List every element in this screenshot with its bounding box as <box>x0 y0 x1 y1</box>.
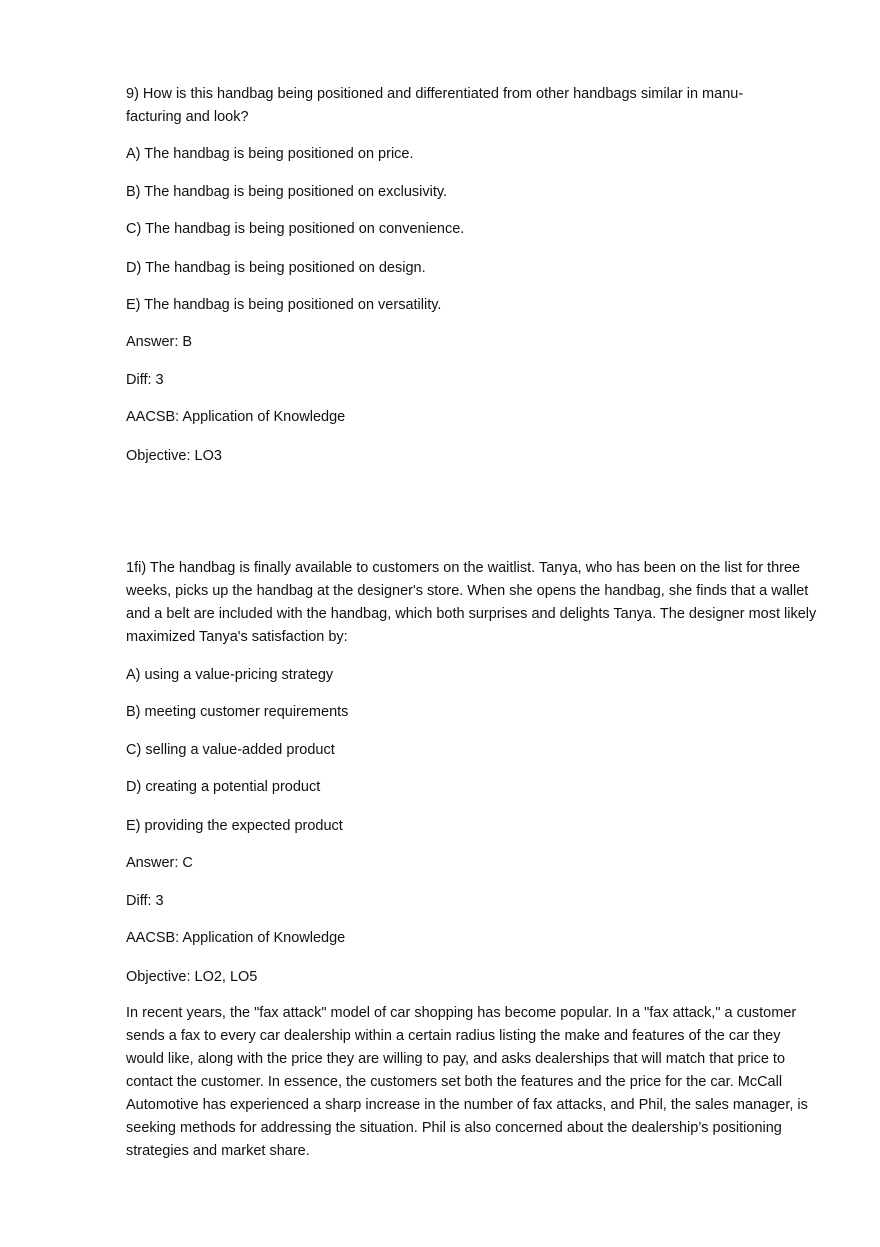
question10-prompt: 1fi) The handbag is finally available to customers on the waitlist. Tanya, who has been on the list for three weeks, picks up the handbag at the designer's store. When she opens the handbag, she finds that a wallet and a belt are included with the handbag, which both surprises and delights Tanya. The designer most likely maximized Tanya's satisfaction by: <box>126 560 817 645</box>
question9-diff: Diff: 3 <box>126 372 164 388</box>
question10-option-e: E) providing the expected product <box>126 818 343 834</box>
question10-option-d: D) creating a potential product <box>126 779 321 795</box>
question9-objective: Objective: LO3 <box>126 448 222 464</box>
question10-option-a: A) using a value-pricing strategy <box>126 667 334 683</box>
question9-option-e: E) The handbag is being positioned on versatility. <box>126 297 442 313</box>
question9-prompt-line1: 9) How is this handbag being positioned and differentiated from other handbags similar in manu- <box>126 86 744 102</box>
question10-option-c: C) selling a value-added product <box>126 742 335 758</box>
scenario-paragraph: In recent years, the "fax attack" model of car shopping has become popular. In a "fax attack," a customer sends a fax to every car dealership within a certain radius listing the make and features of the car they would like, along with the price they are willing to pay, and asks dealerships that will match that price to contact the customer. In essence, the customers set both the features and the price for the car. McCall Automotive has experienced a sharp increase in the number of fax attacks, and Phil, the sales manager, is seeking methods for addressing the situation. Phil is also concerned about the dealership’s positioning strategies and market share. <box>126 1005 808 1159</box>
question9-aacsb: AACSB: Application of Knowledge <box>126 409 346 425</box>
question10-aacsb: AACSB: Application of Knowledge <box>126 930 346 946</box>
question10-diff: Diff: 3 <box>126 893 164 909</box>
question10-option-b: B) meeting customer requirements <box>126 704 349 720</box>
question9-answer: Answer: B <box>126 334 193 350</box>
question10-objective: Objective: LO2, LO5 <box>126 969 258 985</box>
question9-option-c: C) The handbag is being positioned on convenience. <box>126 221 465 237</box>
question9-prompt-line2: facturing and look? <box>126 109 249 125</box>
question10-answer: Answer: C <box>126 855 193 871</box>
question9-option-d: D) The handbag is being positioned on design. <box>126 260 426 276</box>
question9-option-a: A) The handbag is being positioned on price. <box>126 146 414 162</box>
question9-option-b: B) The handbag is being positioned on exclusivity. <box>126 184 448 200</box>
